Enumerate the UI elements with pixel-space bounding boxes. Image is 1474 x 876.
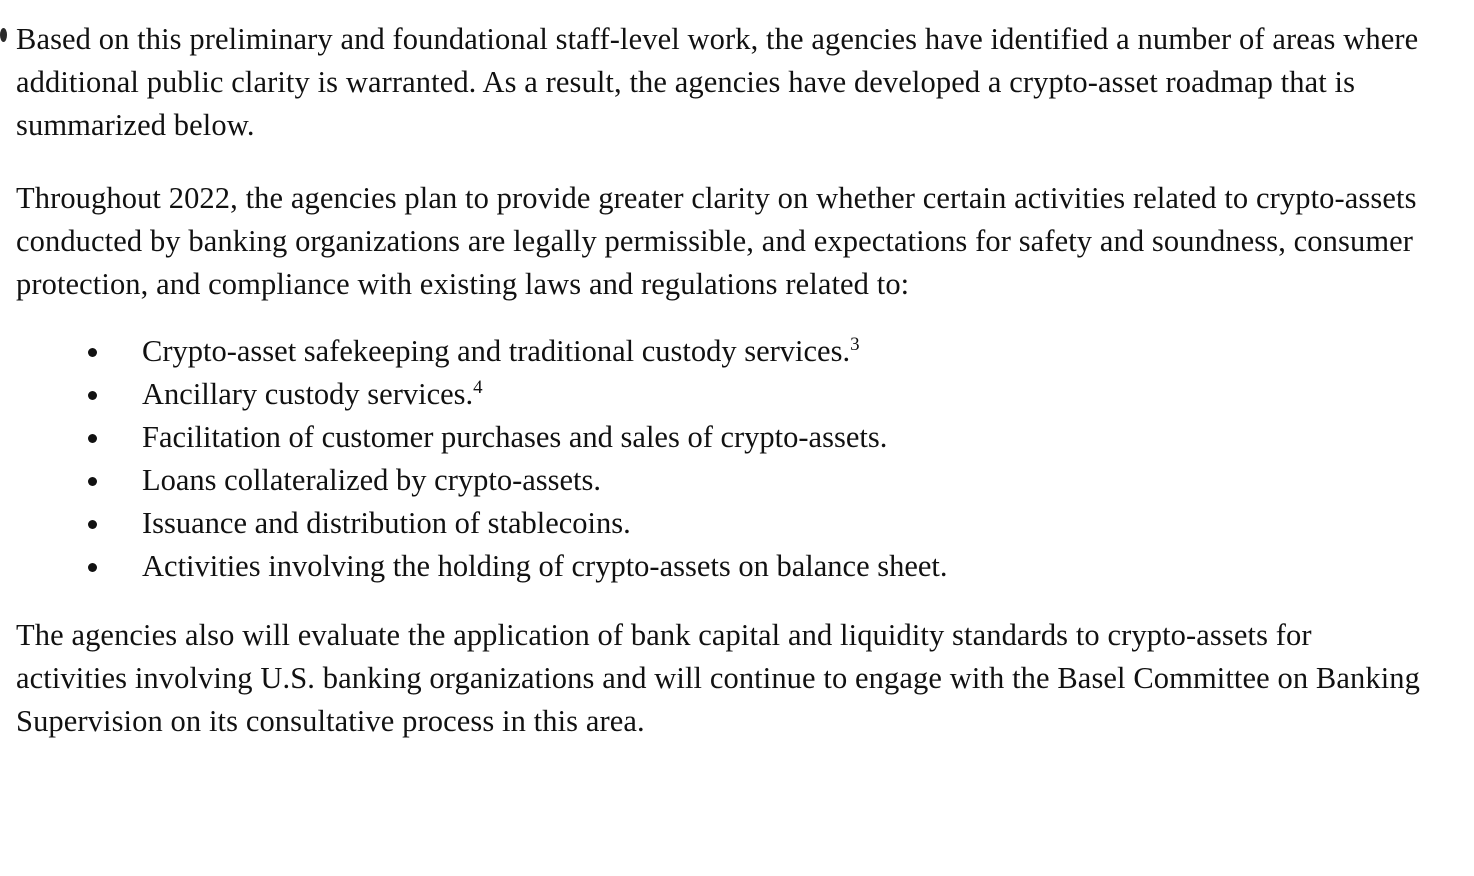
list-item-label: Crypto-asset safekeeping and traditional custody services. <box>142 334 851 368</box>
list-item <box>16 545 1428 588</box>
bullet-dot-icon <box>88 391 97 400</box>
bullet-dot-icon <box>88 434 97 443</box>
list-item <box>16 416 1428 459</box>
list-item-label: Ancillary custody services. <box>142 377 474 411</box>
bullet-list-activities <box>16 330 1428 588</box>
list-item <box>16 459 1428 502</box>
list-item-label: Loans collateralized by crypto-assets. <box>142 463 602 497</box>
bullet-dot-icon <box>88 520 97 529</box>
list-item <box>16 330 1428 373</box>
list-item-label: Activities involving the holding of crypto-assets on balance sheet. <box>142 549 948 583</box>
list-item-label: Facilitation of customer purchases and sales of crypto-assets. <box>142 420 888 454</box>
bullet-dot-icon <box>88 563 97 572</box>
list-item-label: Issuance and distribution of stablecoins. <box>142 506 631 540</box>
page-edge-artifact <box>0 28 7 42</box>
footnote-marker: 3 <box>850 333 860 355</box>
paragraph-capital-liquidity: The agencies also will evaluate the application of bank capital and liquidity standards to crypto-assets for activities involving U.S. banking organizations and will continue to engage with the Basel Committee on Banking Supervision on its consultative process in this area. <box>16 618 1420 738</box>
list-item <box>16 373 1428 416</box>
bullet-dot-icon <box>88 348 97 357</box>
list-item <box>16 502 1428 545</box>
bullet-dot-icon <box>88 477 97 486</box>
paragraph-2022-clarity: Throughout 2022, the agencies plan to provide greater clarity on whether certain activities related to crypto-assets conducted by banking organizations are legally permissible, and expectations for safety and soundness, consumer protection, and compliance with existing laws and regulations related to: <box>16 181 1417 301</box>
footnote-marker: 4 <box>473 376 483 398</box>
paragraph-roadmap-intro: Based on this preliminary and foundational staff-level work, the agencies have identified a number of areas where additional public clarity is warranted. As a result, the agencies have developed a crypto-asset roadmap that is summarized below. <box>16 22 1419 142</box>
